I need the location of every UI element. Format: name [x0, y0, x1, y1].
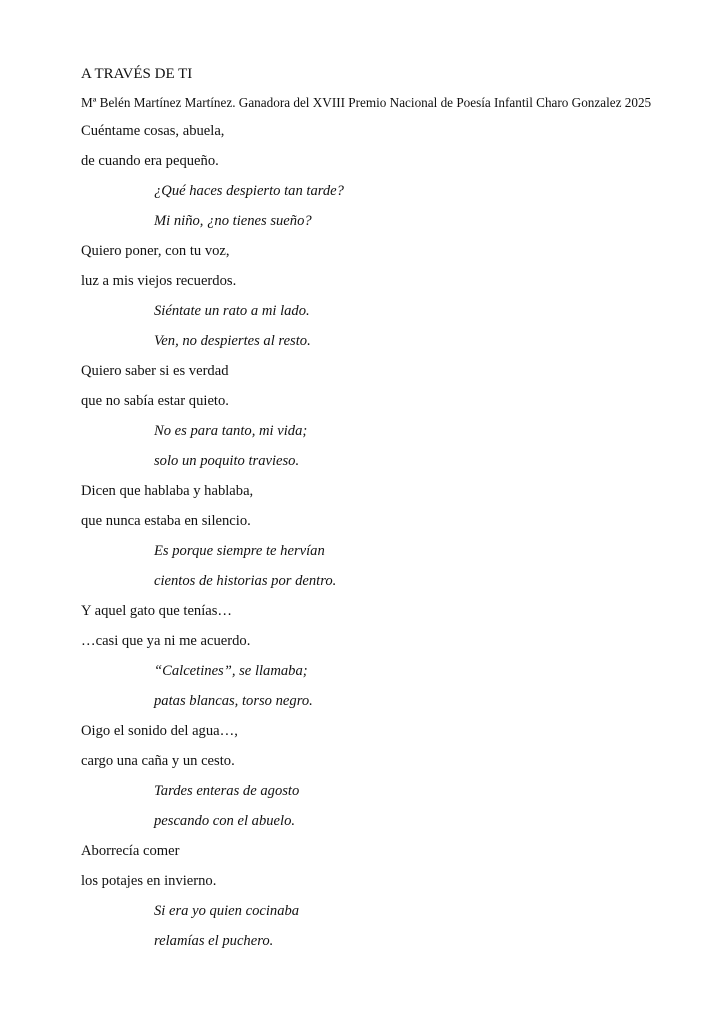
- poem-line: Cuéntame cosas, abuela,: [81, 123, 225, 139]
- poem-line-reply: Es porque siempre te hervían: [154, 543, 325, 559]
- poem-line: que no sabía estar quieto.: [81, 393, 229, 409]
- poem-line: luz a mis viejos recuerdos.: [81, 273, 237, 289]
- poem-line-reply: Siéntate un rato a mi lado.: [154, 303, 310, 319]
- poem-line-reply: Mi niño, ¿no tienes sueño?: [154, 213, 312, 229]
- poem-line-reply: Tardes enteras de agosto: [154, 783, 300, 799]
- poem-line: cargo una caña y un cesto.: [81, 753, 235, 769]
- poem-line: …casi que ya ni me acuerdo.: [81, 633, 251, 649]
- poem-line-reply: relamías el puchero.: [154, 933, 274, 949]
- poem-body: [81, 121, 701, 961]
- poem-line-reply: solo un poquito travieso.: [154, 453, 300, 469]
- poem-line-reply: ¿Qué haces despierto tan tarde?: [154, 183, 344, 199]
- poem-line: Aborrecía comer: [81, 843, 180, 859]
- poem-line: Quiero poner, con tu voz,: [81, 243, 230, 259]
- poem-line: que nunca estaba en silencio.: [81, 513, 251, 529]
- poem-line-reply: cientos de historias por dentro.: [154, 573, 337, 589]
- poem-line-reply: Si era yo quien cocinaba: [154, 903, 300, 919]
- author-line: Mª Belén Martínez Martínez. Ganadora del XVIII Premio Nacional de Poesía Infantil Charo Gonzalez 2025: [81, 95, 652, 110]
- poem-line: de cuando era pequeño.: [81, 153, 219, 169]
- poem-line-reply: No es para tanto, mi vida;: [154, 423, 308, 439]
- poem-line: Oigo el sonido del agua…,: [81, 723, 238, 739]
- poem-line: Quiero saber si es verdad: [81, 363, 229, 379]
- poem-line-reply: “Calcetines”, se llamaba;: [154, 663, 308, 679]
- poem-line-reply: pescando con el abuelo.: [154, 813, 296, 829]
- poem-line: los potajes en invierno.: [81, 873, 217, 889]
- poem-line: Y aquel gato que tenías…: [81, 603, 233, 619]
- poem-line-reply: Ven, no despiertes al resto.: [154, 333, 311, 349]
- poem-title: A TRAVÉS DE TI: [81, 66, 193, 82]
- poem-line-reply: patas blancas, torso negro.: [154, 693, 313, 709]
- poem-line: Dicen que hablaba y hablaba,: [81, 483, 254, 499]
